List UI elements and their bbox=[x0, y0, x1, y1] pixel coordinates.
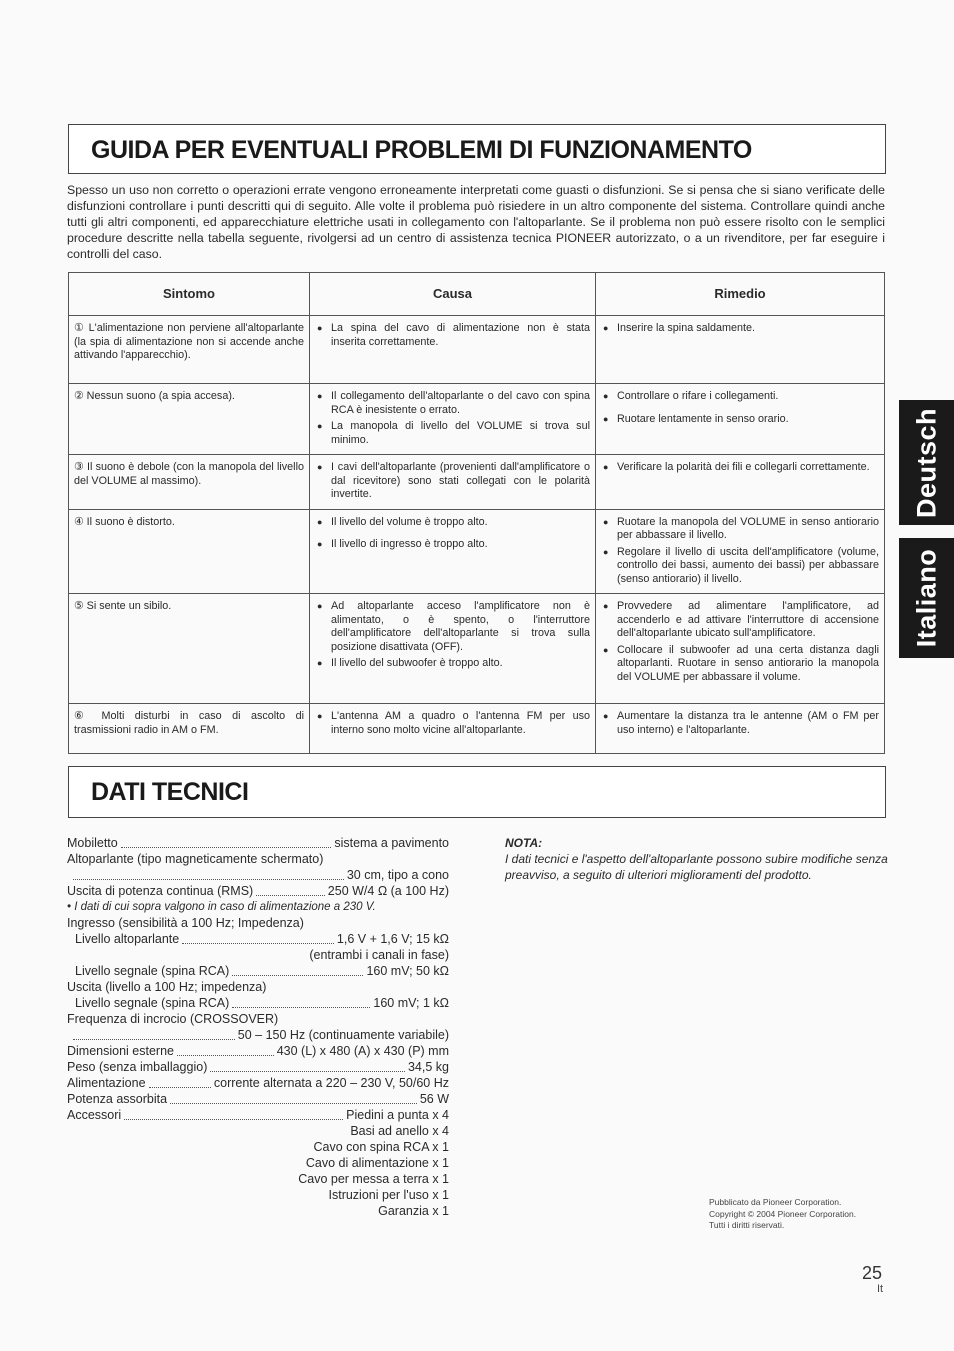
rimedio-item: ● Aumentare la distanza tra le antenne (AM o FM per uso interno) e l'altoparlante. bbox=[617, 710, 879, 737]
header-rimedio: Rimedio bbox=[596, 273, 885, 316]
troubleshooting-title: GUIDA PER EVENTUALI PROBLEMI DI FUNZIONAMENTO bbox=[91, 136, 752, 164]
causa-item: ● Ad altoparlante acceso l'amplificatore non è alimentato, o è spento, o l'interruttore dell'amplificatore dell'altoparlante si trova sulla posizione disattivata (OFF). bbox=[331, 600, 590, 654]
table-row bbox=[69, 316, 885, 384]
side-tab-label: Italiano bbox=[911, 548, 941, 648]
causa-cell bbox=[310, 509, 596, 594]
spec-label: Potenza assorbita bbox=[67, 1092, 168, 1106]
causa-cell bbox=[310, 455, 596, 510]
causa-cell bbox=[310, 594, 596, 704]
rimedio-cell bbox=[596, 509, 885, 594]
spec-label: Livello segnale (spina RCA) bbox=[75, 996, 230, 1010]
spec-row bbox=[67, 995, 449, 1011]
rimedio-item: ● Controllare o rifare i collegamenti. bbox=[617, 390, 879, 404]
spec-row bbox=[67, 835, 449, 851]
rimedio-item: ● Collocare il subwoofer ad una certa distanza dagli altoparlanti. Ruotare in senso antiorario la manopola del VOLUME per abbassare il volume. bbox=[617, 644, 879, 685]
causa-cell bbox=[310, 384, 596, 455]
causa-item: ● Il livello del subwoofer è troppo alto. bbox=[331, 657, 590, 671]
spec-value: 56 W bbox=[419, 1092, 449, 1106]
table-row bbox=[69, 455, 885, 510]
sintomo-cell: ⑥ Molti disturbi in caso di ascolto di trasmissioni radio in AM o FM. bbox=[69, 704, 310, 754]
specs-title-box bbox=[68, 766, 886, 818]
rimedio-item: ● Provvedere ad alimentare l'amplificatore, ad accenderlo e ad attivare l'interruttore di accensione dell'altoparlante ubicato sull'amplificatore. bbox=[617, 600, 879, 641]
spec-row bbox=[67, 1059, 449, 1075]
spec-label: Alimentazione bbox=[67, 1076, 146, 1090]
sintomo-cell: ④ Il suono è distorto. bbox=[69, 509, 310, 594]
note-block bbox=[505, 835, 889, 883]
spec-value: 250 W/4 Ω (a 100 Hz) bbox=[327, 884, 449, 898]
rimedio-item: ● Verificare la polarità dei fili e collegarli correttamente. bbox=[617, 461, 879, 475]
table-header-row bbox=[69, 273, 885, 316]
spec-value: sistema a pavimento bbox=[334, 836, 449, 850]
spec-value: 1,6 V + 1,6 V; 15 kΩ bbox=[336, 932, 449, 946]
publisher-line: Pubblicato da Pioneer Corporation. bbox=[709, 1197, 842, 1207]
causa-item: ● Il livello del volume è troppo alto. bbox=[331, 516, 590, 530]
copyright-line: Copyright © 2004 Pioneer Corporation. bbox=[709, 1208, 857, 1219]
side-tab-italiano bbox=[899, 538, 954, 658]
rimedio-item: ● Regolare il livello di uscita dell'amplificatore (volume, controllo dei bassi, aumento dei bassi) per abbassare (senso antiorario) il livello. bbox=[617, 546, 879, 587]
spec-value: 160 mV; 50 kΩ bbox=[366, 964, 449, 978]
spec-row bbox=[67, 1075, 449, 1091]
spec-label: Livello altoparlante bbox=[75, 932, 180, 946]
sintomo-cell: ③ Il suono è debole (con la manopola del livello del VOLUME al massimo). bbox=[69, 455, 310, 510]
accessory-item: Basi ad anello x 4 bbox=[350, 1124, 449, 1138]
rimedio-item: ● Inserire la spina saldamente. bbox=[617, 322, 879, 336]
spec-label: Accessori bbox=[67, 1108, 122, 1122]
side-tab-deutsch bbox=[899, 400, 954, 525]
specs-list bbox=[67, 835, 449, 1219]
spec-value: 430 (L) x 480 (A) x 430 (P) mm bbox=[276, 1044, 449, 1058]
rimedio-cell bbox=[596, 704, 885, 754]
spec-value: corrente alternata a 220 – 230 V, 50/60 Hz bbox=[213, 1076, 449, 1090]
spec-value: 50 – 150 Hz (continuamente variabile) bbox=[237, 1028, 449, 1042]
spec-label: Altoparlante (tipo magneticamente schermato) bbox=[67, 852, 324, 866]
causa-cell bbox=[310, 316, 596, 384]
causa-item: ● I cavi dell'altoparlante (provenienti dall'amplificatore o dal ricevitore) sono stati collegati con le polarità invertite. bbox=[331, 461, 590, 502]
causa-item: ● L'antenna AM a quadro o l'antenna FM per uso interno sono molto vicine all'altoparlante. bbox=[331, 710, 590, 737]
spec-row bbox=[67, 883, 449, 899]
troubleshooting-title-box bbox=[68, 124, 886, 174]
header-causa: Causa bbox=[310, 273, 596, 316]
rights-line: Tutti i diritti riservati. bbox=[709, 1220, 785, 1230]
causa-item: ● La manopola di livello del VOLUME si trova sul minimo. bbox=[331, 420, 590, 447]
causa-item: ● Il collegamento dell'altoparlante o del cavo con spina RCA è inesistente o errato. bbox=[331, 390, 590, 417]
note-heading: NOTA: bbox=[505, 836, 543, 850]
spec-row bbox=[67, 931, 449, 947]
rimedio-item: ● Ruotare lentamente in senso orario. bbox=[617, 413, 879, 427]
spec-value: 160 mV; 1 kΩ bbox=[373, 996, 449, 1010]
page-language: It bbox=[877, 1283, 884, 1295]
rimedio-cell bbox=[596, 455, 885, 510]
page-number: 25 bbox=[862, 1263, 883, 1283]
table-row bbox=[69, 594, 885, 704]
sintomo-cell: ② Nessun suono (a spia accesa). bbox=[69, 384, 310, 455]
causa-item: ● La spina del cavo di alimentazione non è stata inserita correttamente. bbox=[331, 322, 590, 349]
publisher-info bbox=[709, 1197, 856, 1232]
accessory-item: Istruzioni per l'uso x 1 bbox=[328, 1188, 449, 1202]
spec-label: Uscita (livello a 100 Hz; impedenza) bbox=[67, 980, 267, 994]
side-tab-label: Deutsch bbox=[911, 407, 941, 518]
rimedio-cell bbox=[596, 594, 885, 704]
spec-note: • I dati di cui sopra valgono in caso di alimentazione a 230 V. bbox=[67, 901, 376, 913]
rimedio-item: ● Ruotare la manopola del VOLUME in senso antiorario per abbassare il livello. bbox=[617, 516, 879, 543]
spec-row bbox=[67, 1043, 449, 1059]
causa-cell bbox=[310, 704, 596, 754]
spec-label: Livello segnale (spina RCA) bbox=[75, 964, 230, 978]
header-sintomo: Sintomo bbox=[69, 273, 310, 316]
spec-value: (entrambi i canali in fase) bbox=[309, 948, 449, 962]
accessory-item: Cavo per messa a terra x 1 bbox=[298, 1172, 449, 1186]
spec-label: Dimensioni esterne bbox=[67, 1044, 174, 1058]
table-row bbox=[69, 704, 885, 754]
spec-row bbox=[67, 1091, 449, 1107]
spec-row bbox=[67, 1107, 449, 1123]
specs-title: DATI TECNICI bbox=[91, 778, 249, 806]
sintomo-cell: ⑤ Si sente un sibilo. bbox=[69, 594, 310, 704]
spec-value: 34,5 kg bbox=[407, 1060, 449, 1074]
spec-label: Uscita di potenza continua (RMS) bbox=[67, 884, 254, 898]
spec-value: 30 cm, tipo a cono bbox=[346, 868, 449, 882]
spec-label: Peso (senza imballaggio) bbox=[67, 1060, 208, 1074]
spec-row bbox=[67, 867, 449, 883]
rimedio-cell bbox=[596, 384, 885, 455]
accessory-item: Cavo di alimentazione x 1 bbox=[305, 1156, 449, 1170]
spec-label: Mobiletto bbox=[67, 836, 118, 850]
accessory-item: Garanzia x 1 bbox=[378, 1204, 449, 1218]
spec-row bbox=[67, 963, 449, 979]
spec-value: Piedini a punta x 4 bbox=[346, 1108, 449, 1122]
intro-paragraph: Spesso un uso non corretto o operazioni errate vengono erroneamente interpretati come guasti o disfunzioni. Se si pensa che si siano verificate delle disfunzioni controllare i punti descritti qui di seguito. Alle volte il problema può risiedere in un altro componente del sistema. Controllare quindi anche tutti gli altri componenti, ed apparecchiature elettriche usati in collegamento con l'altoparlante. Se il problema non può essere risolto con le semplici procedure descritte nella tabella seguente, rivolgersi ad un centro di assistenza tecnica PIONEER autorizzato, o a un rivenditore, per far eseguire i controlli del caso. bbox=[67, 183, 885, 261]
causa-item: ● Il livello di ingresso è troppo alto. bbox=[331, 538, 590, 552]
rimedio-cell bbox=[596, 316, 885, 384]
troubleshooting-table bbox=[68, 272, 885, 754]
accessory-item: Cavo con spina RCA x 1 bbox=[313, 1140, 449, 1154]
spec-label: Frequenza di incrocio (CROSSOVER) bbox=[67, 1012, 279, 1026]
sintomo-cell: ① L'alimentazione non perviene all'altoparlante (la spia di alimentazione non si accende anche attivando l'apparecchio). bbox=[69, 316, 310, 384]
table-row bbox=[69, 509, 885, 594]
table-row bbox=[69, 384, 885, 455]
note-text: I dati tecnici e l'aspetto dell'altoparlante possono subire modifiche senza preavviso, a seguito di ulteriori miglioramenti del prodotto. bbox=[505, 852, 888, 882]
spec-row bbox=[67, 1027, 449, 1043]
spec-label: Ingresso (sensibilità a 100 Hz; Impedenza) bbox=[67, 916, 304, 930]
